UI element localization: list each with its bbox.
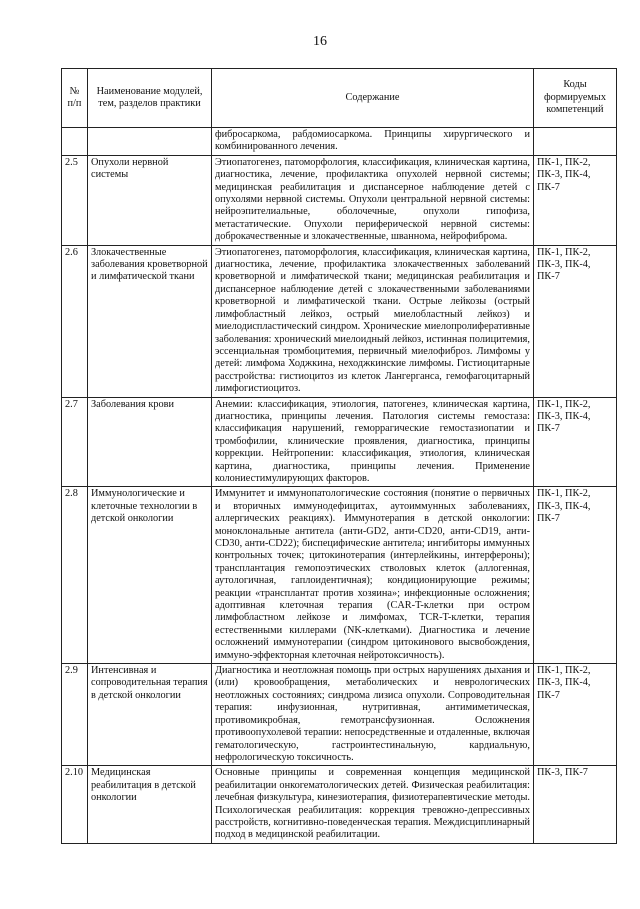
table-row	[62, 245, 617, 397]
header-content: Содержание	[212, 69, 534, 128]
row-name: Интенсивная и сопроводительная терапия в детской онкологии	[88, 664, 212, 766]
row-num: 2.6	[62, 245, 88, 397]
row-num: 2.8	[62, 487, 88, 664]
row-name: Медицинская реабилитация в детской онкологии	[88, 766, 212, 843]
row-content: Этиопатогенез, патоморфология, классификация, клиническая картина, диагностика, лечение, профилактика злокачественных заболеваний кроветворной и лимфатической ткани; медицинская реабилитация и диспансерное наблюдение детей с злокачественными заболеваниями кроветворной и лимфатической ткани. Острые лейкозы (острый лимфобластный лейкоз, острый миелобластный лейкоз) и миелодиспластический синдром. Хронические миелопролиферативные заболевания: хронический миелоидный лейкоз, истинная полицитемия, эссенциальная тромбоцитемия, первичный миелофиброз. Лимфомы у детей: лимфома Ходжкина, неходжкинские лимфомы. Гистиоцитарные расстройства: гистиоцитоз из клеток Лангерганса, гемофагоцитарный лимфогистиоцитоз.	[212, 245, 534, 397]
table-row	[62, 664, 617, 766]
row-num: 2.5	[62, 155, 88, 245]
row-codes: ПК-1, ПК-2, ПК-3, ПК-4, ПК-7	[534, 487, 617, 664]
row-content: Диагностика и неотложная помощь при острых нарушениях дыхания и (или) кровообращения, метаболических и неврологических неотложных состояниях; синдрома лизиса опухоли. Сопроводительная терапия: инфузионная, нутритивная, антимиметическая, противомикробная, гемотрансфузионная. Осложнения противоопухолевой терапии: непосредственные и отдаленные, включая гематологическую, гастроинтестинальную, кардиальную, нефрологическую токсичность.	[212, 664, 534, 766]
table-row	[62, 397, 617, 487]
row-num: 2.10	[62, 766, 88, 843]
row-num: 2.9	[62, 664, 88, 766]
row-num: 2.7	[62, 397, 88, 487]
row-codes: ПК-1, ПК-2, ПК-3, ПК-4, ПК-7	[534, 664, 617, 766]
row-codes: ПК-1, ПК-2, ПК-3, ПК-4, ПК-7	[534, 245, 617, 397]
row-num	[62, 128, 88, 156]
row-name: Заболевания крови	[88, 397, 212, 487]
row-name: Опухоли нервной системы	[88, 155, 212, 245]
row-name: Иммунологические и клеточные технологии в детской онкологии	[88, 487, 212, 664]
page-number: 16	[313, 34, 327, 49]
row-codes: ПК-3, ПК-7	[534, 766, 617, 843]
row-content: Основные принципы и современная концепция медицинской реабилитации онкогематологических детей. Физическая реабилитация: лечебная физкультура, кинезиотерапия, физиотерапевтические методы. Психологическая реабилитация: коррекция тревожно-депрессивных расстройств, когнитивно-поведенческая терапия. Междисциплинарный подход в медицинской реабилитации.	[212, 766, 534, 843]
table-row	[62, 487, 617, 664]
row-content: Анемии: классификация, этиология, патогенез, клиническая картина, диагностика, принципы лечения. Патология системы гемостаза: классификация нарушений, геморрагические гемостазиопатии и тромбофилии, клинические проявления, диагностика, принципы коррекции. Нейтропении: классификация, этиология, клиническая картина, диагностика, принципы лечения. Применение колониестимулирующих факторов.	[212, 397, 534, 487]
row-content: фибросаркома, рабдомиосаркома. Принципы хирургического и комбинированного лечения.	[212, 128, 534, 156]
row-name: Злокачественные заболевания кроветворной и лимфатической ткани	[88, 245, 212, 397]
row-name	[88, 128, 212, 156]
table-header-row	[62, 69, 617, 128]
row-codes: ПК-1, ПК-2, ПК-3, ПК-4, ПК-7	[534, 155, 617, 245]
row-content: Этиопатогенез, патоморфология, классификация, клиническая картина, диагностика, лечение, профилактика опухолей нервной системы; медицинская реабилитация и диспансерное наблюдение детей с опухолями нервной системы. Опухоли центральной нервной системы: нейроэпителиальные, оболочечные, опухоли гипофиза, метастатические. Опухоли периферической нервной системы: доброкачественные и злокачественные, шваннома, нейрофиброма.	[212, 155, 534, 245]
row-content: Иммунитет и иммунопатологические состояния (понятие о первичных и вторичных иммунодефицитах, аутоиммунных заболеваниях, аллергических реакциях). Иммунотерапия в детской онкологии: моноклональные антитела (анти-GD2, анти-CD20, анти-CD19, анти-CD30, анти-CD22); биспецифические антитела; ингибиторы иммунных контрольных точек; цитокинотерапия (интерлейкины, интерфероны); трансплантация гемопоэтических стволовых клеток (аллогенная, аутологичная, гаплоидентичная); кондиционирующие режимы; реакции «трансплантат против хозяина»; инфекционные осложнения; адоптивная клеточная терапия (CAR-T-клетки при остром лимфобластном лейкозе и лимфомах, TCR-T-клетки, терапия естественными киллерами (NK-клетками). Диагностика и лечение осложнений иммунотерапии (синдром цитокинового высвобождения, иммуно-эффекторная клеточная нейротоксичность).	[212, 487, 534, 664]
table-row	[62, 128, 617, 156]
row-codes	[534, 128, 617, 156]
table-row	[62, 155, 617, 245]
header-name: Наименование модулей, тем, разделов практики	[88, 69, 212, 128]
table-row	[62, 766, 617, 843]
curriculum-table	[61, 68, 617, 844]
row-codes: ПК-1, ПК-2, ПК-3, ПК-4, ПК-7	[534, 397, 617, 487]
header-codes: Коды формируемых компетенций	[534, 69, 617, 128]
header-num: № п/п	[62, 69, 88, 128]
